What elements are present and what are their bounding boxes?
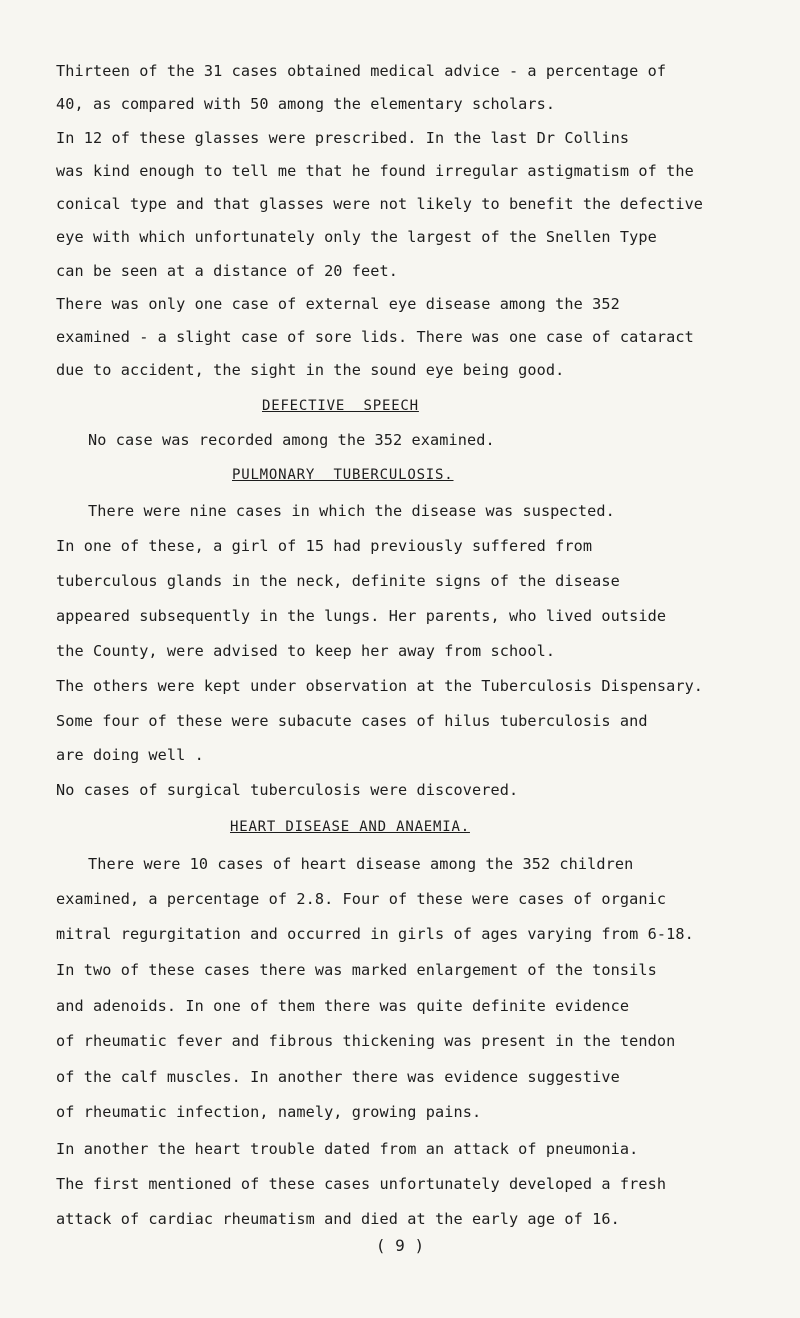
- text-line: of rheumatic infection, namely, growing pains.: [56, 1103, 482, 1121]
- text-line: examined - a slight case of sore lids. There was one case of cataract: [56, 328, 694, 346]
- text-line: of the calf muscles. In another there was evidence suggestive: [56, 1068, 620, 1086]
- text-line: 40, as compared with 50 among the elementary scholars.: [56, 95, 556, 113]
- text-line: the County, were advised to keep her away from school.: [56, 642, 556, 660]
- page-number: ( 9 ): [375, 1236, 425, 1255]
- text-line: In one of these, a girl of 15 had previously suffered from: [56, 537, 593, 555]
- text-line: In two of these cases there was marked enlargement of the tonsils: [56, 961, 657, 979]
- text-line: tuberculous glands in the neck, definite signs of the disease: [56, 572, 620, 590]
- text-line: The others were kept under observation at the Tuberculosis Dispensary.: [56, 677, 704, 695]
- section-heading-pulmonary-tuberculosis: PULMONARY TUBERCULOSIS.: [232, 467, 454, 483]
- text-line: conical type and that glasses were not likely to benefit the defective: [56, 195, 704, 213]
- text-line: and adenoids. In one of them there was quite definite evidence: [56, 997, 630, 1015]
- section-heading-heart-disease: HEART DISEASE AND ANAEMIA.: [230, 819, 470, 835]
- text-line: eye with which unfortunately only the largest of the Snellen Type: [56, 228, 657, 246]
- section-heading-defective-speech: DEFECTIVE SPEECH: [262, 398, 419, 414]
- text-line: appeared subsequently in the lungs. Her parents, who lived outside: [56, 607, 667, 625]
- text-line: In another the heart trouble dated from an attack of pneumonia.: [56, 1140, 639, 1158]
- text-line: There were nine cases in which the disease was suspected.: [88, 502, 615, 520]
- text-line: was kind enough to tell me that he found irregular astigmatism of the: [56, 162, 694, 180]
- text-line: examined, a percentage of 2.8. Four of these were cases of organic: [56, 890, 667, 908]
- text-line: Thirteen of the 31 cases obtained medical advice - a percentage of: [56, 62, 667, 80]
- text-line: mitral regurgitation and occurred in girls of ages varying from 6-18.: [56, 925, 694, 943]
- text-line: The first mentioned of these cases unfortunately developed a fresh: [56, 1175, 667, 1193]
- text-line: are doing well .: [56, 746, 204, 764]
- text-line: Some four of these were subacute cases of hilus tuberculosis and: [56, 712, 648, 730]
- text-line: due to accident, the sight in the sound eye being good.: [56, 361, 565, 379]
- text-line: attack of cardiac rheumatism and died at the early age of 16.: [56, 1210, 620, 1228]
- text-line: There was only one case of external eye disease among the 352: [56, 295, 620, 313]
- text-line: of rheumatic fever and fibrous thickening was present in the tendon: [56, 1032, 676, 1050]
- text-line: No cases of surgical tuberculosis were discovered.: [56, 781, 519, 799]
- text-line: can be seen at a distance of 20 feet.: [56, 262, 399, 280]
- text-line: There were 10 cases of heart disease among the 352 children: [88, 855, 634, 873]
- text-line: In 12 of these glasses were prescribed. In the last Dr Collins: [56, 129, 630, 147]
- text-line: No case was recorded among the 352 examined.: [88, 431, 495, 449]
